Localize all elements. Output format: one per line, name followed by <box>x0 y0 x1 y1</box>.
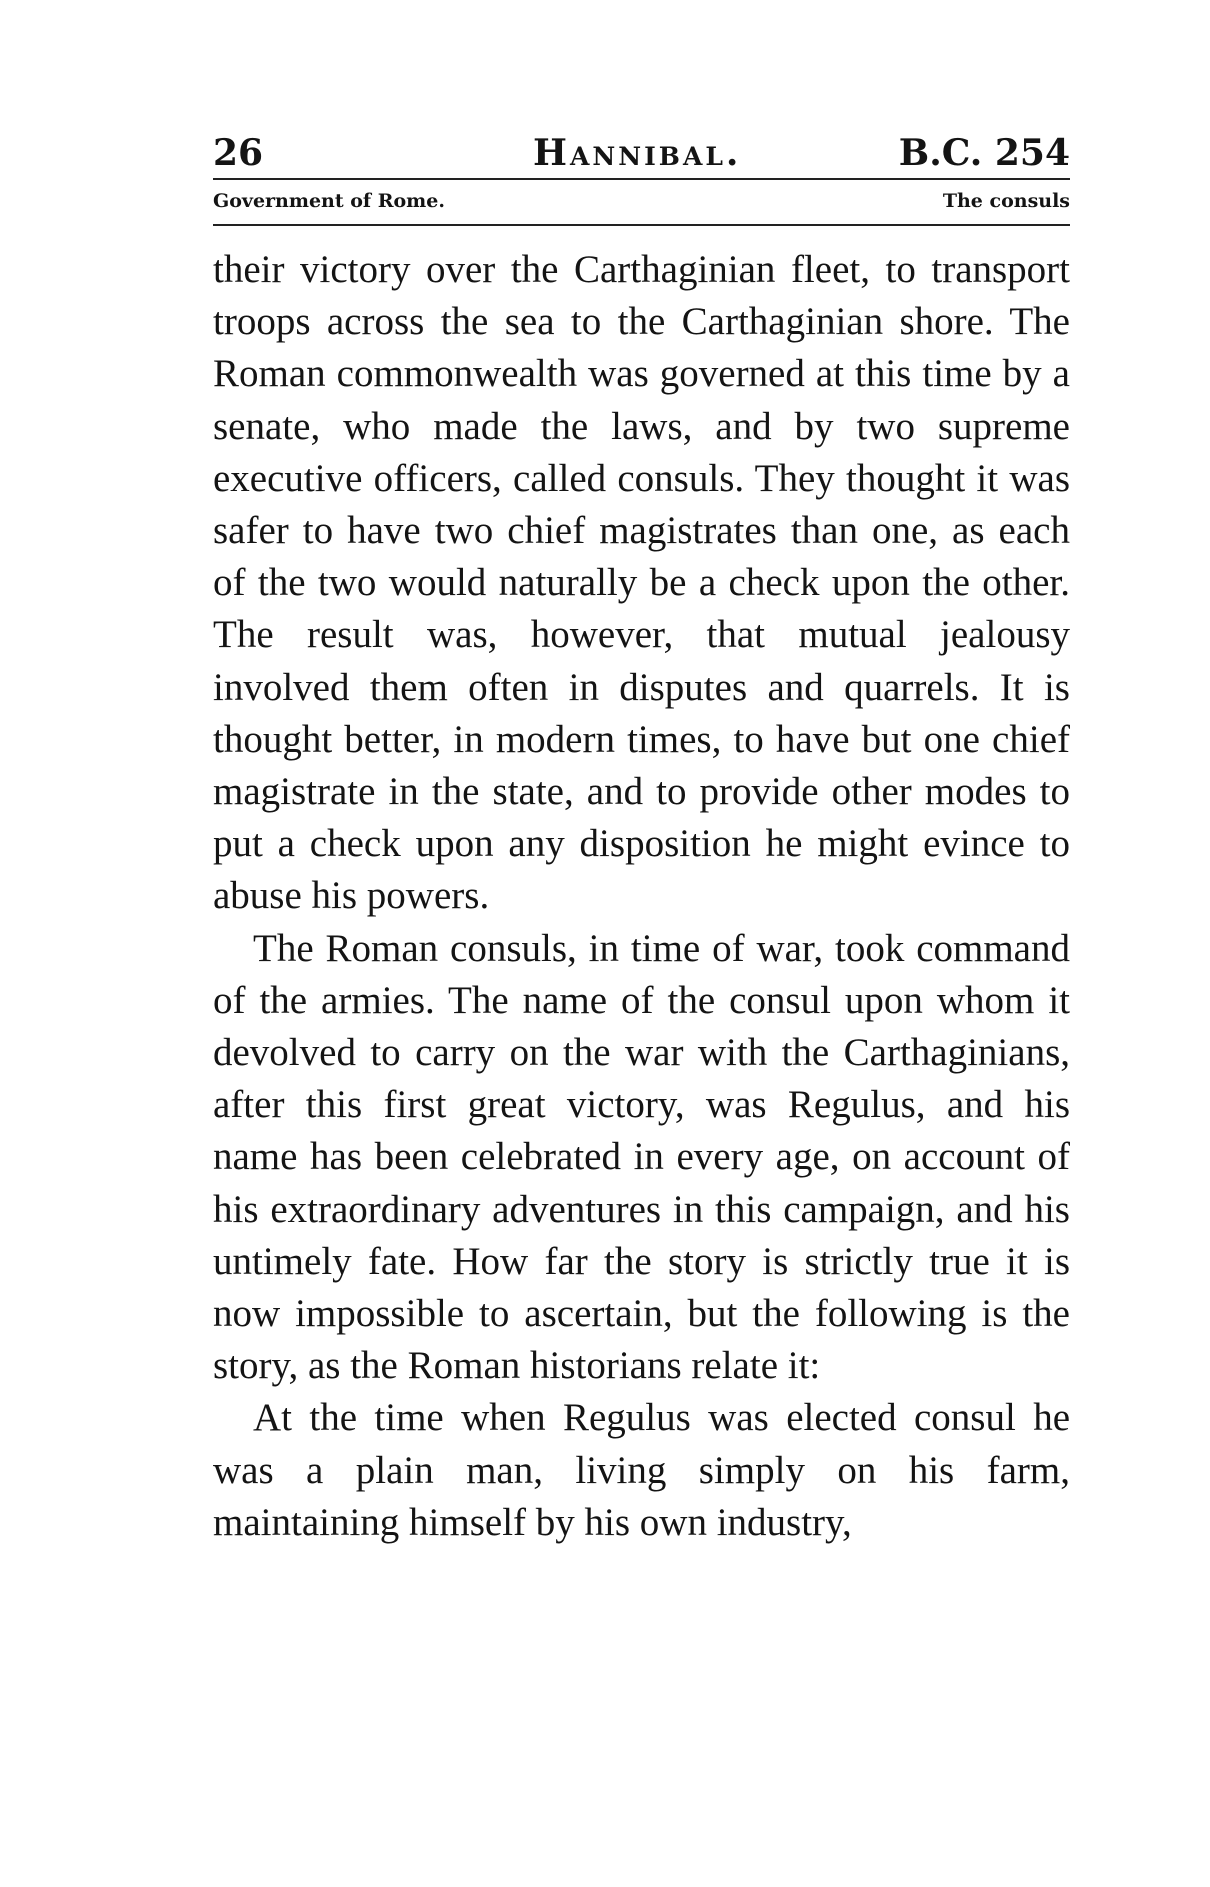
paragraph: At the time when Regulus was elected consul he was a plain man, living simply on his farm, maintaining himself by his own industry, <box>213 1396 1070 1544</box>
page-number: 26 <box>213 132 264 174</box>
subheader-rule <box>213 224 1070 226</box>
date-heading: B.C. 254 <box>898 132 1070 174</box>
paragraph: The Roman consuls, in time of war, took command of the armies. The name of the consul upon whom it devolved to carry on the war with the Carthaginians, after this first great victory, was Regulus, and his name has been celebrated in every age, on account of his extraordinary adventures in this campaign, and his untimely fate. How far the story is strictly true it is now impossible to ascertain, but the following is the story, as the Roman historians relate it: <box>213 926 1070 1388</box>
running-header <box>213 128 1070 178</box>
sub-header <box>213 180 1070 224</box>
section-topic-right: The consuls <box>942 190 1070 212</box>
body-text <box>213 244 1070 1549</box>
section-topic-left: Government of Rome. <box>213 190 445 212</box>
paragraph: their victory over the Carthaginian fleet, to transport troops across the sea to the Carthaginian shore. The Roman commonwealth was governed at this time by a senate, who made the laws, and by two supreme executive officers, called consuls. They thought it was safer to have two chief magistrates than one, as each of the two would naturally be a check upon the other. The result was, however, that mutual jealousy involved them often in disputes and quarrels. It is thought better, in modern times, to have but one chief magistrate in the state, and to provide other modes to put a check upon any disposition he might evince to abuse his powers. <box>213 248 1070 918</box>
book-page <box>213 128 1070 1549</box>
book-title: Hannibal. <box>533 132 742 174</box>
